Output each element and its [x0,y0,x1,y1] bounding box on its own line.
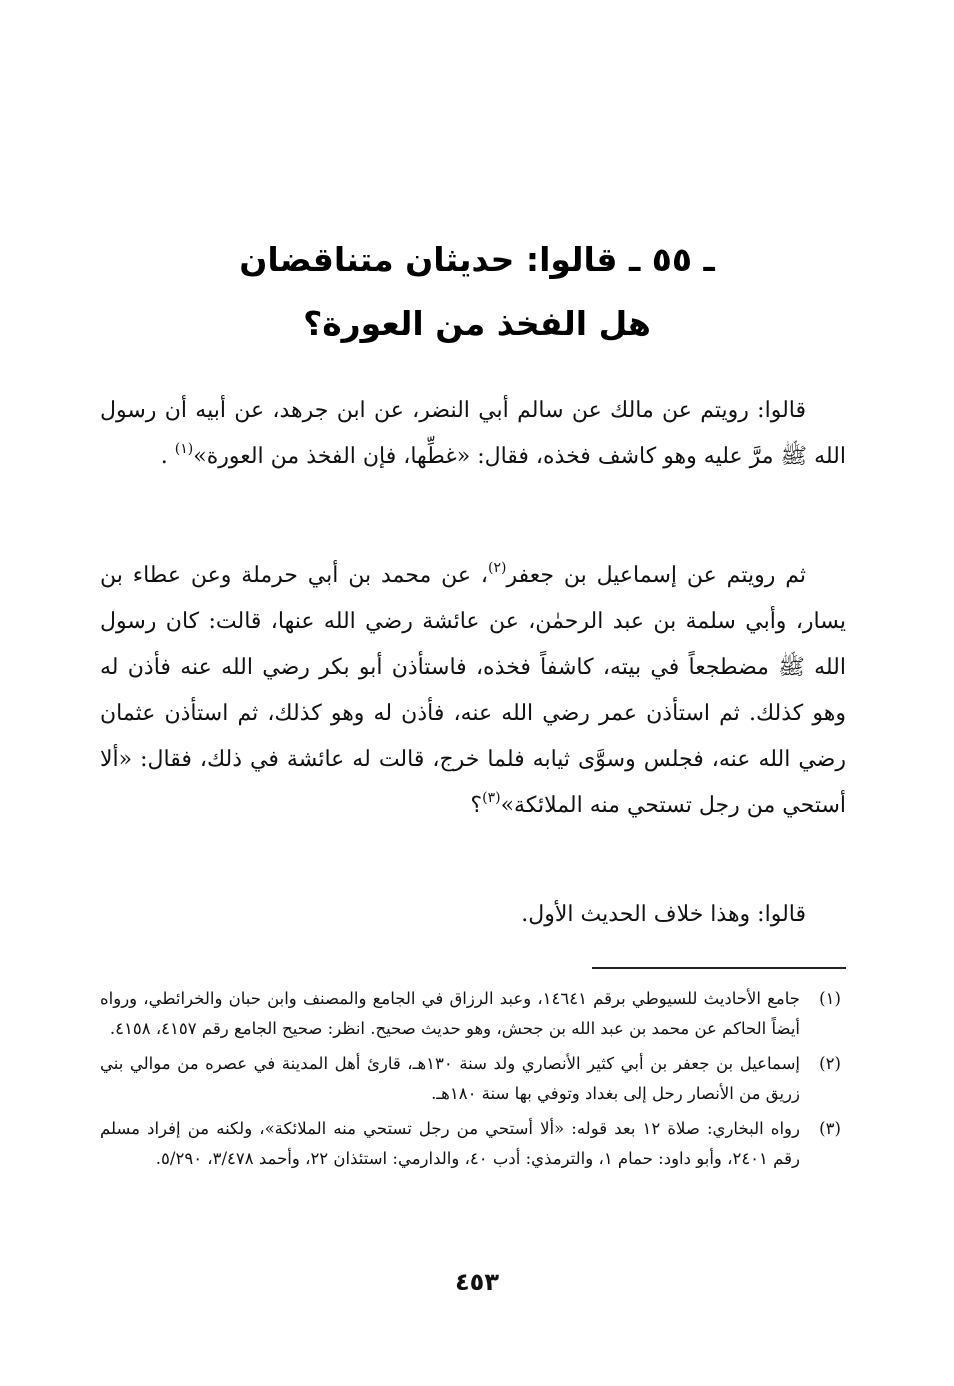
footnote-number: (٣) [819,1119,841,1138]
page-number: ٤٥٣ [455,1268,499,1296]
footnote-text: رواه البخاري: صلاة ١٢ بعد قوله: «ألا أستحي من رجل تستحي منه الملائكة»، ولكنه من إفراد مسلم رقم ٢٤٠١، وأبو داود: حمام ١، والترمذي: أدب ٤٠، والدارمي: استئذان ٢٢، وأحمد ٣/٤٧٨، ٥/٢٩٠. [100,1119,800,1168]
footnote-separator [592,967,846,969]
paragraph-3-text: قالوا: وهذا خلاف الحديث الأول. [521,902,806,927]
footnote-2 [100,1049,850,1109]
paragraph-2-body-b: ، عن محمد بن أبي حرملة وعن عطاء بن يسار، وأبي سلمة بن عبد الرحمٰن، عن عائشة رضي الله عنها، قالت: كان رسول الله ﷺ مضطجعاً في بيته، كاشفاً فخذه، فاستأذن أبو بكر رضي الله عنه فأذن له وهو كذلك. ثم استأذن عمر رضي الله عنه، فأذن له وهو كذلك، ثم استأذن عثمان رضي الله عنه، فجلس وسوَّى ثيابه فلما خرج، قالت له عائشة في ذلك، فقال: «ألا أستحي من رجل تستحي منه الملائكة» [100,563,846,818]
paragraph-1 [100,388,846,480]
footnote-text: جامع الأحاديث للسيوطي برقم ١٤٦٤١، وعبد الرزاق في الجامع والمصنف وابن حبان والخرائطي، ورواه أيضاً الحاكم عن محمد بن عبد الله بن جحش، وهو حديث صحيح. انظر: صحيح الجامع رقم ٤١٥٧، ٤١٥٨. [100,989,800,1038]
paragraph-2-body-a: ثم رويتم عن إسماعيل بن جعفر [506,563,806,588]
paragraph-3 [100,892,846,938]
paragraph-1-end: . [160,444,168,469]
paragraph-2-text [100,553,846,829]
footnote-ref-3[interactable]: (٣) [482,790,501,806]
paragraph-2-end: ؟ [470,793,483,818]
footnote-number: (١) [819,989,841,1008]
footnotes [100,984,850,1179]
footnote-3 [100,1114,850,1174]
paragraph-1-body: قالوا: رويتم عن مالك عن سالم أبي النضر، عن ابن جرهد، عن أبيه أن رسول الله ﷺ مرَّ عليه وهو كاشف فخذه، فقال: «غطِّها، فإن الفخذ من العورة» [100,398,846,469]
heading-line-1: ـ ٥٥ ـ قالوا: حديثان متناقضان [239,240,715,279]
footnote-1 [100,984,850,1044]
paragraph-2 [100,553,846,829]
footnote-text: إسماعيل بن جعفر بن أبي كثير الأنصاري ولد سنة ١٣٠هـ، قارئ أهل المدينة في عصره من موالي بني زريق من الأنصار رحل إلى بغداد وتوفي بها سنة ١٨٠هـ. [100,1054,801,1103]
footnote-ref-2[interactable]: (٢) [488,560,507,576]
footnote-number: (٢) [819,1054,841,1073]
heading-line-2: هل الفخذ من العورة؟ [303,304,651,343]
footnote-ref-1[interactable]: (١) [174,441,194,457]
chapter-heading [100,228,854,356]
paragraph-1-text [100,388,846,480]
